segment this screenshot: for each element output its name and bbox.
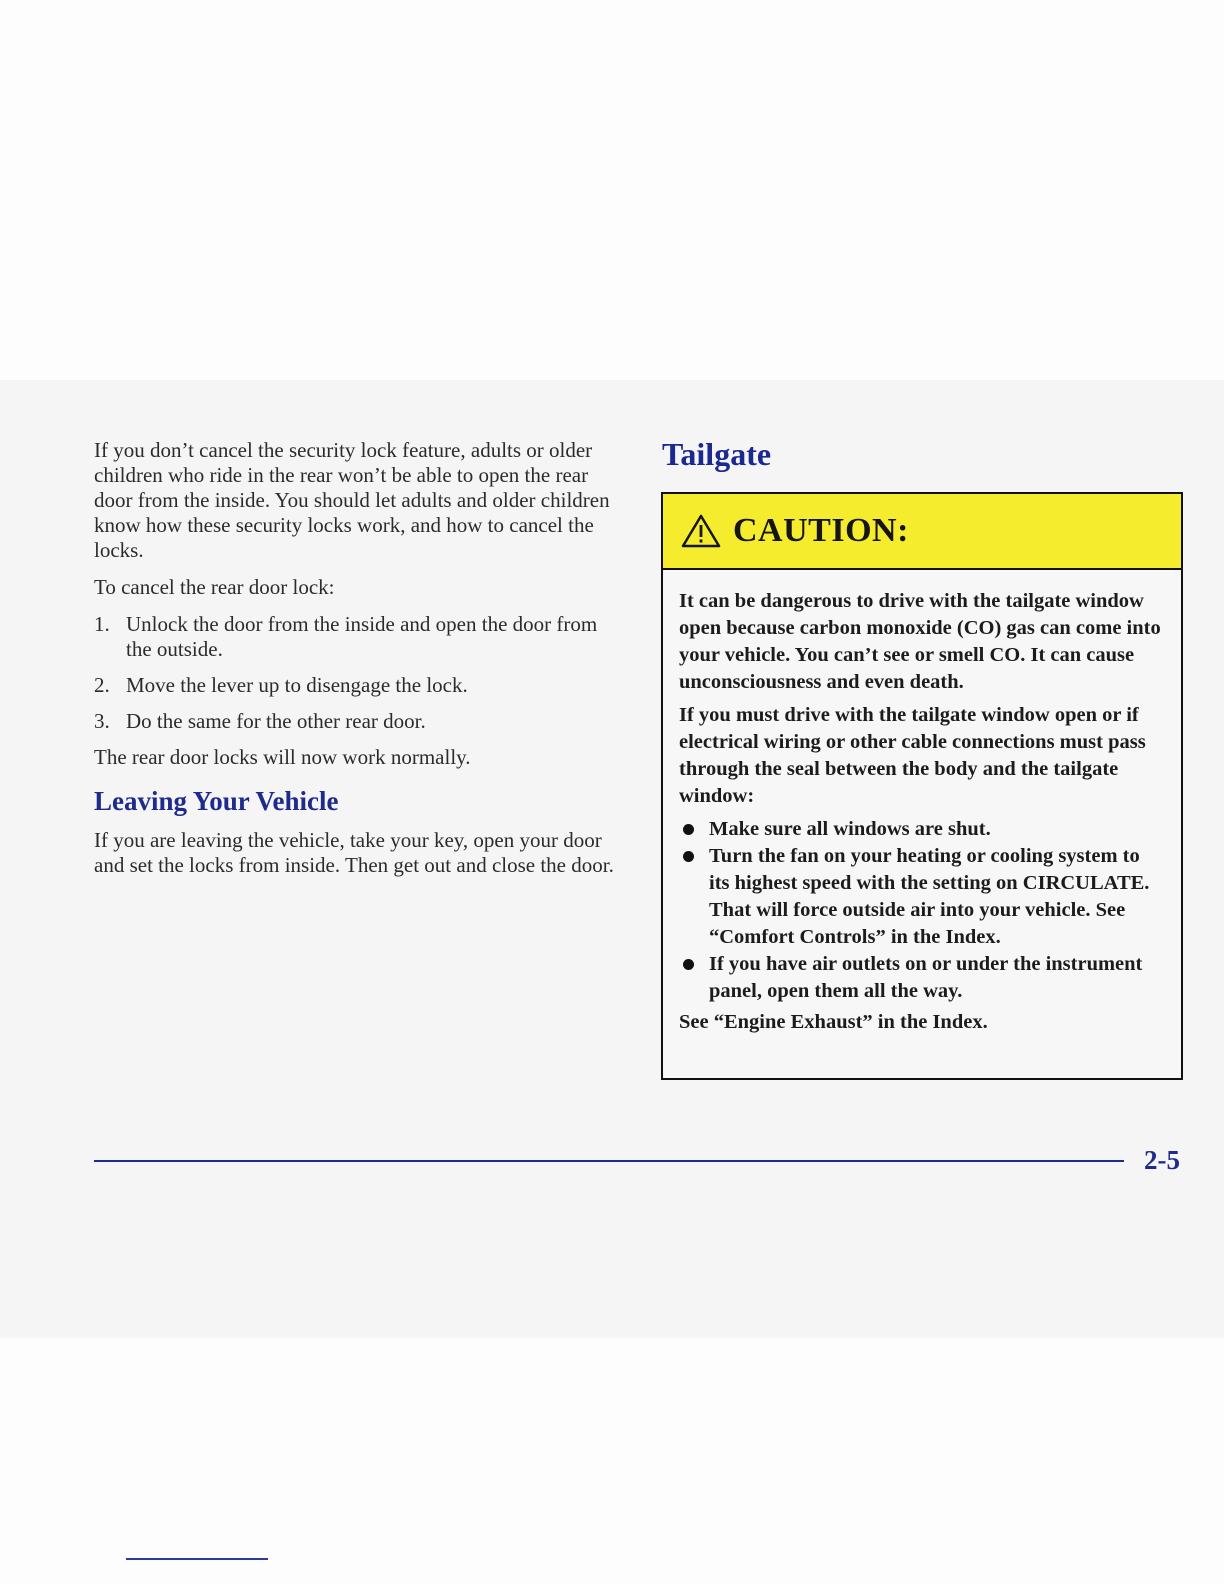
caution-paragraph-danger: It can be dangerous to drive with the tailgate window open because carbon monoxide (CO) gas can come into your vehicle. You can’t see or smell CO. It can cause unconsciousness and even death. [679, 590, 1161, 693]
cancel-steps-list [94, 612, 618, 734]
caution-see-also: See “Engine Exhaust” in the Index. [679, 1011, 988, 1033]
leaving-vehicle-heading: Leaving Your Vehicle [94, 786, 339, 816]
step-number: 3. [94, 709, 110, 733]
left-column [94, 438, 618, 890]
step-text: Do the same for the other rear door. [126, 709, 426, 733]
caution-box [661, 492, 1183, 1080]
cancel-intro: To cancel the rear door lock: [94, 575, 335, 599]
step-number: 1. [94, 612, 110, 636]
footer-rule [94, 1160, 1124, 1162]
list-item [94, 673, 618, 698]
step-number: 2. [94, 673, 110, 697]
warning-triangle-icon [681, 513, 721, 549]
leaving-vehicle-paragraph: If you are leaving the vehicle, take your key, open your door and set the locks from inside. Then get out and close the door. [94, 828, 614, 877]
bullet-text: Make sure all windows are shut. [709, 818, 991, 840]
caution-body [663, 570, 1181, 1036]
caution-bullet-list [679, 816, 1165, 1005]
list-item [679, 843, 1165, 951]
caution-paragraph-conditions: If you must drive with the tailgate window open or if electrical wiring or other cable connections must pass through the seal between the body and the tailgate window: [679, 704, 1146, 807]
bullet-text: If you have air outlets on or under the instrument panel, open them all the way. [709, 953, 1143, 1002]
list-item [679, 951, 1165, 1005]
step-text: Unlock the door from the inside and open the door from the outside. [126, 612, 598, 661]
list-item [94, 709, 618, 734]
bullet-text: Turn the fan on your heating or cooling system to its highest speed with the setting on CIRCULATE. That will force outside air into your vehicle. See “Comfort Controls” in the Index. [709, 845, 1150, 948]
step-text: Move the lever up to disengage the lock. [126, 673, 468, 697]
page-number: 2-5 [1144, 1145, 1180, 1175]
bullet-icon [679, 843, 709, 951]
security-lock-paragraph: If you don’t cancel the security lock feature, adults or older children who ride in the rear won’t be able to open the rear door from the inside. You should let adults and older children know how these security locks work, and how to cancel the locks. [94, 438, 610, 562]
list-item [94, 612, 618, 662]
section-title: Tailgate [662, 436, 772, 472]
locks-normal-paragraph: The rear door locks will now work normally. [94, 745, 471, 769]
caution-header [663, 494, 1181, 570]
bullet-icon [679, 951, 709, 1005]
bottom-divider [126, 1558, 268, 1560]
caution-label: CAUTION: [733, 512, 909, 549]
bullet-icon [679, 816, 709, 843]
list-item [679, 816, 1165, 843]
